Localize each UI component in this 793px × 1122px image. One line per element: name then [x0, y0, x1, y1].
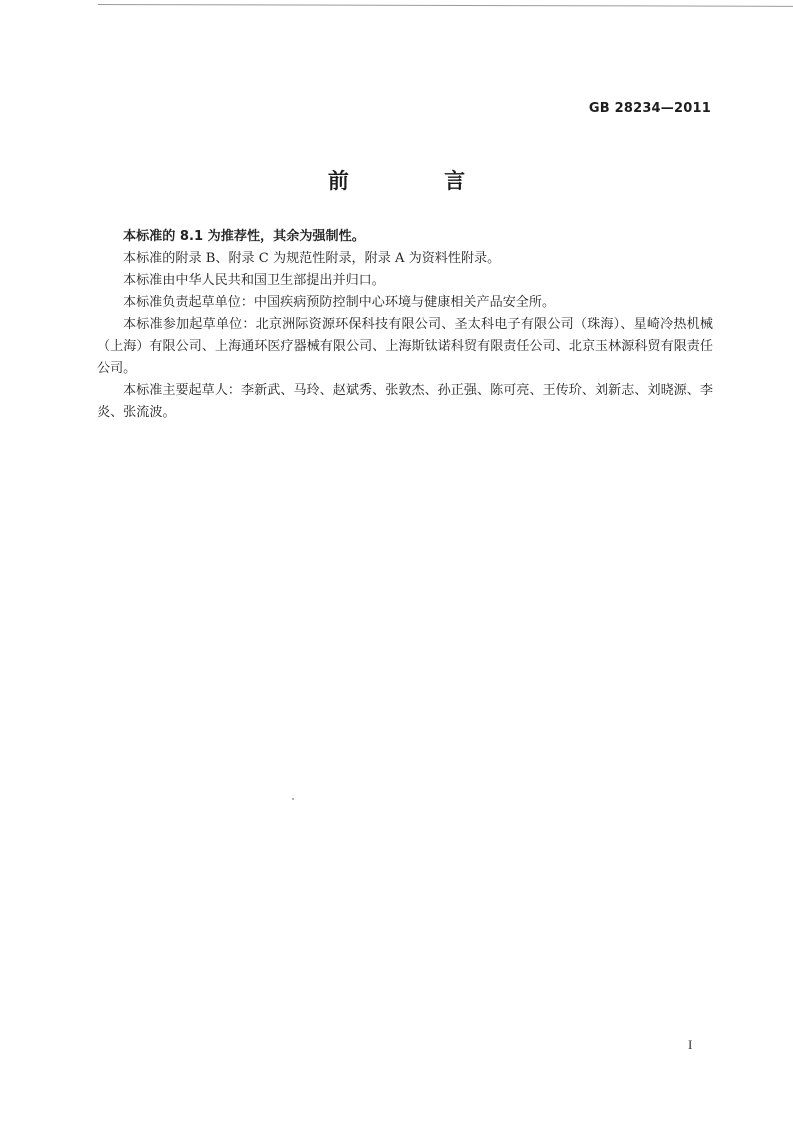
paragraph-proposer: 本标准由中华人民共和国卫生部提出并归口。	[123, 273, 385, 288]
paragraph-participating-drafters: 本标准参加起草单位：北京洲际资源环保科技有限公司、圣太科电子有限公司（珠海）、星崎冷热机械（上海）有限公司、上海通环医疗器械有限公司、上海斯钛诺科贸有限责任公司、北京玉林源科贸有限责任公司。	[97, 317, 713, 376]
page-number: I	[688, 1037, 693, 1052]
paragraph-responsible-drafter: 本标准负责起草单位：中国疾病预防控制中心环境与健康相关产品安全所。	[123, 295, 556, 310]
paragraph-main-drafters: 本标准主要起草人：李新武、马玲、赵斌秀、张敦杰、孙正强、陈可亮、王传玠、刘新志、刘晓源、李炎、张流波。	[97, 383, 713, 420]
top-border-line	[98, 4, 793, 7]
foreword-body	[97, 226, 713, 424]
paragraph-appendix-note: 本标准的附录 B、附录 C 为规范性附录，附录 A 为资料性附录。	[123, 251, 501, 266]
page-title: 前 言	[327, 169, 510, 193]
standard-code: GB 28234—2011	[588, 101, 711, 116]
paragraph-normative-note: 本标准的 8.1 为推荐性，其余为强制性。	[123, 229, 365, 244]
scan-speck	[292, 798, 294, 800]
